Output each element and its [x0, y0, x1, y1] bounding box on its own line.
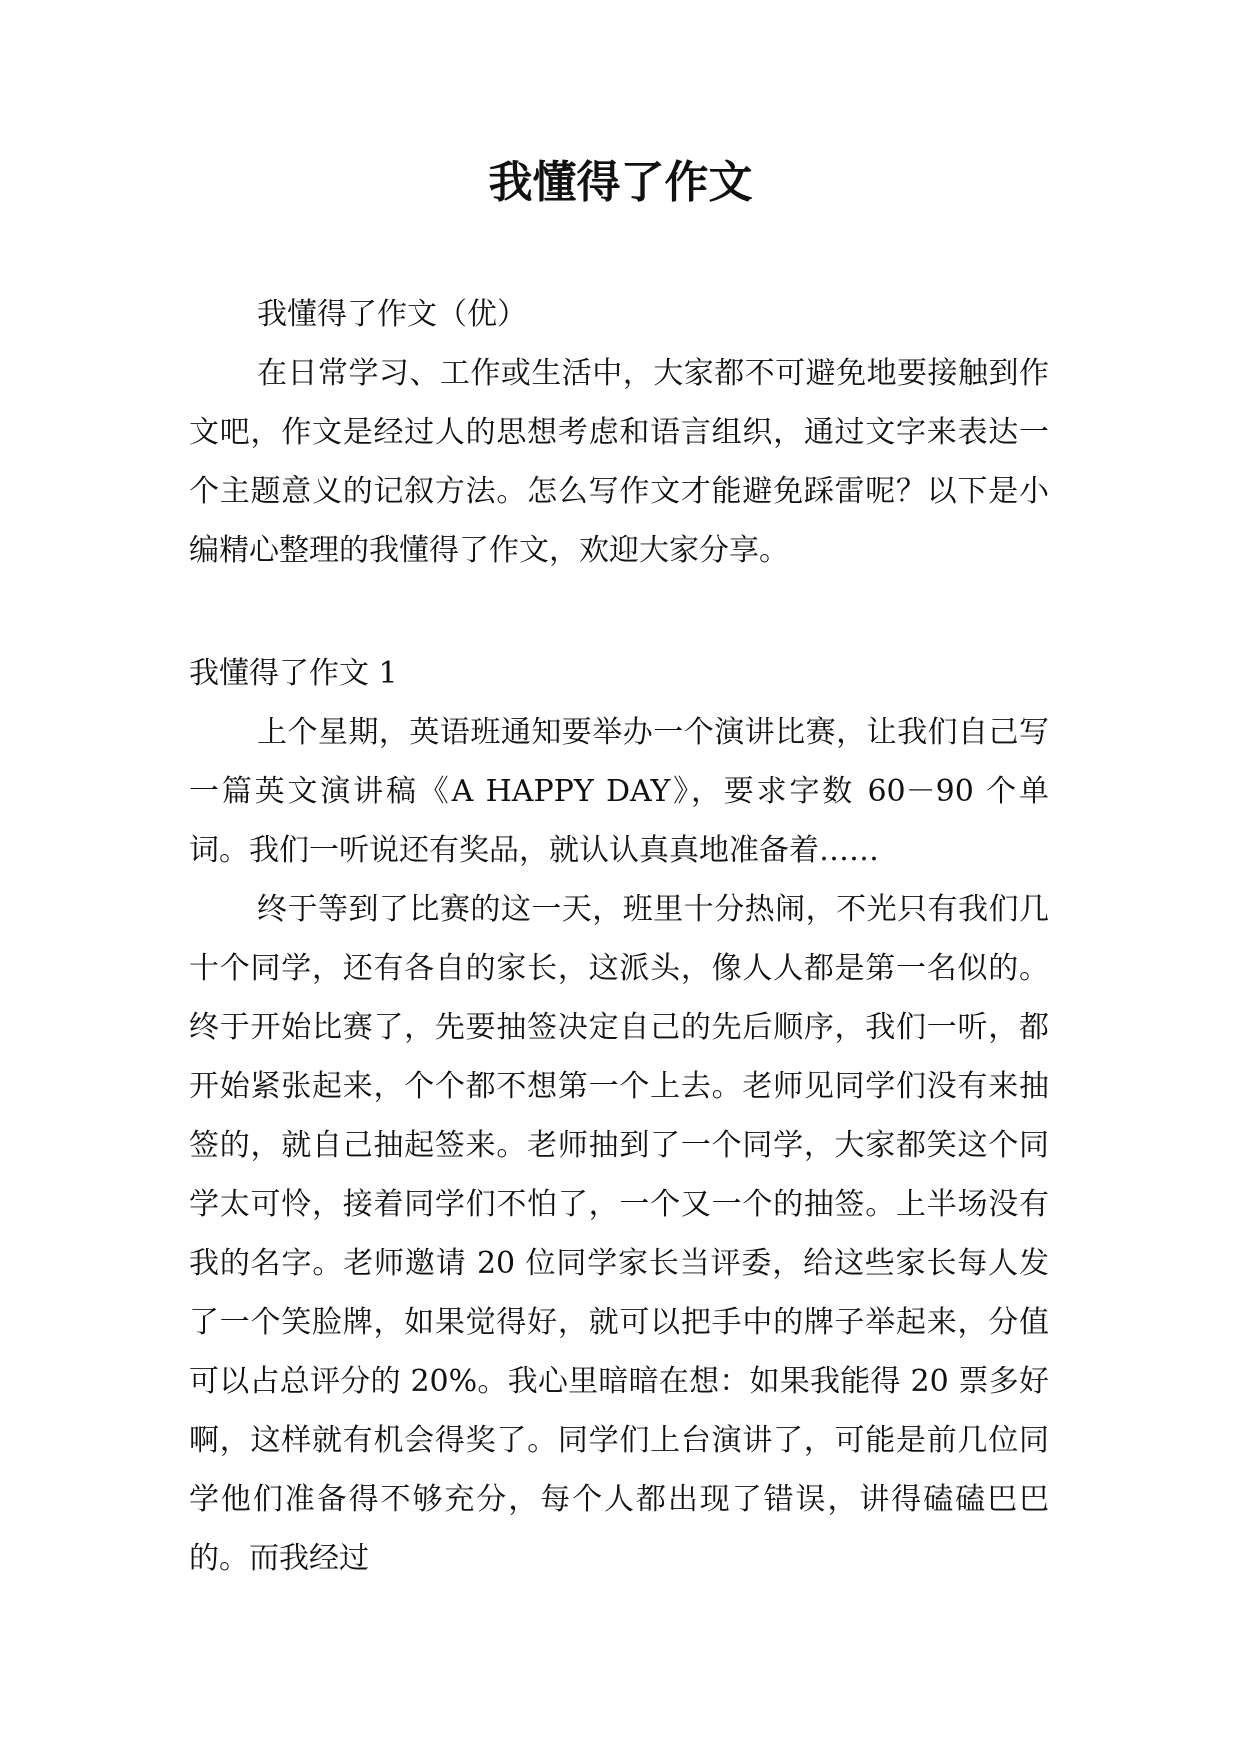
document-body	[189, 285, 1049, 1588]
body-paragraph-2: 终于等到了比赛的这一天，班里十分热闹，不光只有我们几十个同学，还有各自的家长，这派头，像人人都是第一名似的。终于开始比赛了，先要抽签决定自己的先后顺序，我们一听，都开始紧张起来，个个都不想第一个上去。老师见同学们没有来抽签的，就自己抽起签来。老师抽到了一个同学，大家都笑这个同学太可怜，接着同学们不怕了，一个又一个的抽签。上半场没有我的名字。老师邀请 20 位同学家长当评委，给这些家长每人发了一个笑脸牌，如果觉得好，就可以把手中的牌子举起来，分值可以占总评分的 20%。我心里暗暗在想：如果我能得 20 票多好啊，这样就有机会得奖了。同学们上台演讲了，可能是前几位同学他们准备得不够充分，每个人都出现了错误，讲得磕磕巴巴的。而我经过	[189, 892, 1049, 1576]
section-heading: 我懂得了作文 1	[189, 656, 398, 691]
section-spacer	[189, 580, 1049, 644]
intro-heading: 我懂得了作文（优）	[257, 297, 527, 332]
document-title: 我懂得了作文	[488, 157, 753, 208]
body-paragraph-1: 上个星期，英语班通知要举办一个演讲比赛，让我们自己写一篇英文演讲稿《A HAPPY DAY》，要求字数 60－90 个单词。我们一听说还有奖品，就认认真真地准备着……	[189, 715, 1049, 868]
intro-paragraph: 在日常学习、工作或生活中，大家都不可避免地要接触到作文吧，作文是经过人的思想考虑和语言组织，通过文字来表达一个主题意义的记叙方法。怎么写作文才能避免踩雷呢？以下是小编精心整理的我懂得了作文，欢迎大家分享。	[189, 356, 1049, 568]
